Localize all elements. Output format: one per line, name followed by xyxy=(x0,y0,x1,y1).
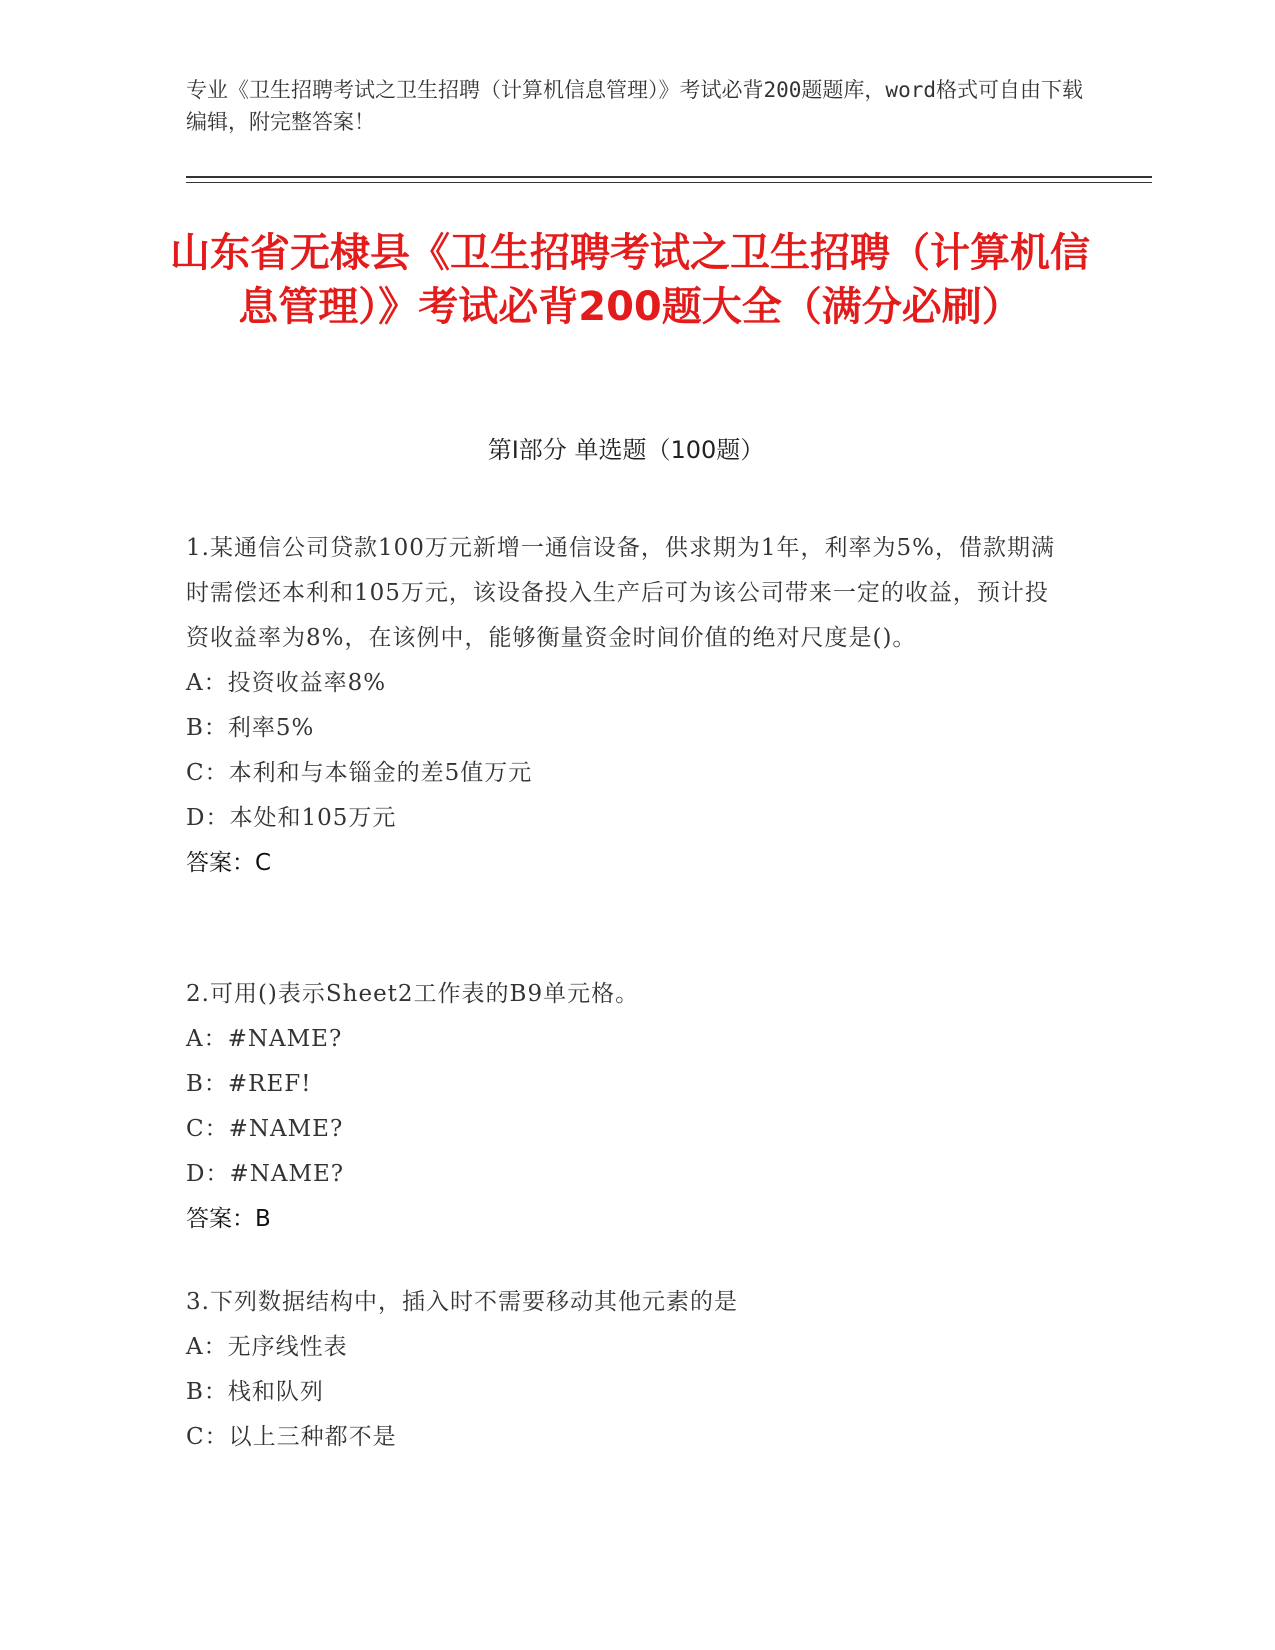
header-divider-thin xyxy=(186,182,1152,183)
option-d: D：本处和105万元 xyxy=(186,805,397,831)
question-stem: 3.下列数据结构中，插入时不需要移动其他元素的是 xyxy=(186,1289,738,1315)
option-c: C：#NAME? xyxy=(186,1116,344,1142)
option-b: B：利率5% xyxy=(186,715,315,741)
question-stem: 2.可用()表示Sheet2工作表的B9单元格。 xyxy=(186,981,640,1007)
header-divider-thick xyxy=(186,176,1152,178)
question-1 xyxy=(186,526,1066,886)
option-a: A：投资收益率8% xyxy=(186,670,387,696)
answer-line: 答案：B xyxy=(186,1206,271,1232)
option-b: B：栈和队列 xyxy=(186,1379,324,1405)
question-stem: 1.某通信公司贷款100万元新增一通信设备，供求期为1年，利率为5%，借款期满时需偿还本利和105万元，该设备投入生产后可为该公司带来一定的收益，预计投资收益率为8%，在该例中，能够衡量资金时间价值的绝对尺度是()。 xyxy=(186,535,1055,651)
option-c: C：本利和与本锱金的差5值万元 xyxy=(186,760,533,786)
question-3 xyxy=(186,1280,1066,1460)
question-2 xyxy=(186,972,1066,1242)
option-d: D：#NAME? xyxy=(186,1161,345,1187)
answer-line: 答案：C xyxy=(186,850,272,876)
option-a: A：无序线性表 xyxy=(186,1334,348,1360)
option-c: C：以上三种都不是 xyxy=(186,1424,397,1450)
option-a: A：#NAME? xyxy=(186,1026,343,1052)
header-note: 专业《卫生招聘考试之卫生招聘（计算机信息管理）》考试必背200题题库，word格式可自由下载编辑，附完整答案！ xyxy=(186,78,1083,134)
document-title: 山东省无棣县《卫生招聘考试之卫生招聘（计算机信息管理）》考试必背200题大全（满分必刷） xyxy=(170,230,1090,330)
section-title: 第I部分 单选题（100题） xyxy=(487,436,765,464)
option-b: B：#REF! xyxy=(186,1071,312,1097)
